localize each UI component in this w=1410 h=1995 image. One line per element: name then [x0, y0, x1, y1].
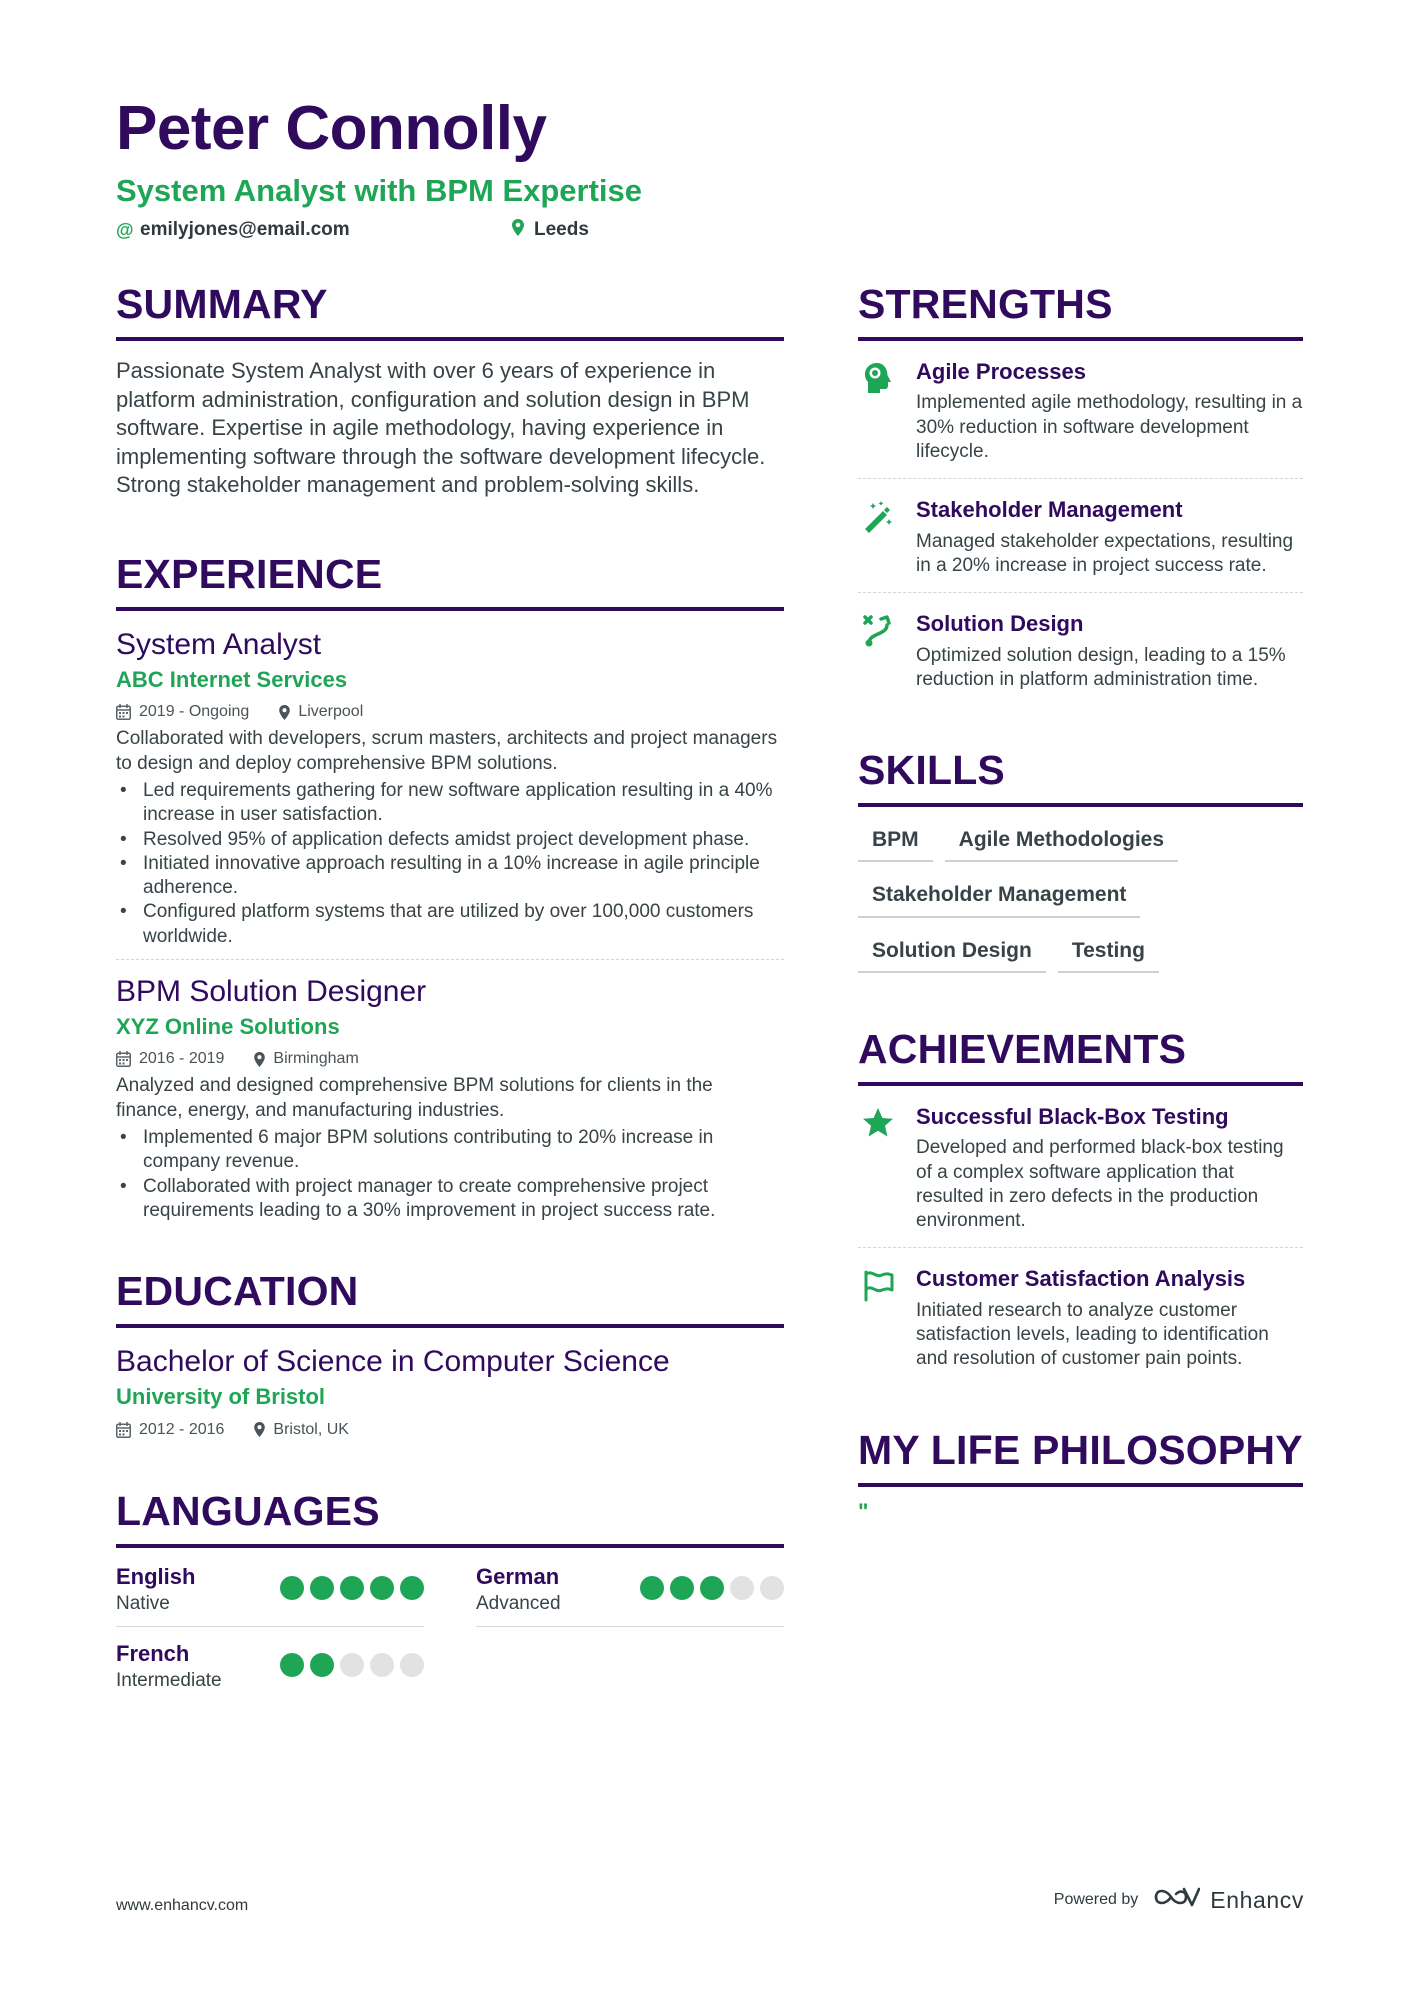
language-level: Intermediate — [116, 1670, 222, 1692]
powered-by-text: Powered by — [1053, 1891, 1139, 1908]
location-pin-icon — [279, 705, 290, 720]
education-meta — [116, 1421, 784, 1439]
achievement-title: Successful Black-Box Testing — [916, 1103, 1229, 1129]
language-name: German — [476, 1563, 560, 1589]
education-dates — [116, 1421, 224, 1439]
divider — [116, 959, 784, 960]
strength-description: Managed stakeholder expectations, resulting in a 20% increase in project success rate. — [916, 530, 1294, 576]
language-rating — [280, 1653, 424, 1677]
job-dates-text: 2016 - 2019 — [139, 1050, 225, 1068]
job-bullets — [116, 779, 784, 949]
job-bullet: • Resolved 95% of application defects amidst project development phase. — [116, 828, 784, 852]
footer-branding — [1054, 1885, 1304, 1915]
rating-dot-filled — [280, 1653, 304, 1677]
skill-tag: Testing — [1058, 934, 1159, 973]
location-pin-icon — [254, 1422, 265, 1437]
skills-list — [858, 823, 1303, 973]
philosophy-heading: MY LIFE PHILOSOPHY — [858, 1430, 1303, 1487]
achievements-heading: ACHIEVEMENTS — [858, 1029, 1303, 1086]
strength-item — [858, 479, 1303, 593]
languages-section — [116, 1487, 784, 1703]
rating-dot-filled — [640, 1576, 664, 1600]
philosophy-section — [858, 1426, 1303, 1524]
location-pin-icon — [510, 219, 526, 241]
job-bullet: • Collaborated with project manager to create comprehensive project requirements leading to a 30% improvement in project success rate. — [116, 1175, 784, 1224]
achievements-section — [858, 1025, 1303, 1386]
education-location-text: Bristol, UK — [273, 1420, 349, 1438]
route-icon — [858, 611, 898, 692]
rating-dot-filled — [700, 1576, 724, 1600]
language-name: French — [116, 1640, 190, 1666]
job-bullet: • Configured platform systems that are utilized by over 100,000 customers worldwide. — [116, 900, 784, 949]
strengths-heading: STRENGTHS — [858, 284, 1303, 341]
job-location — [279, 703, 363, 721]
education-section — [116, 1268, 784, 1438]
rating-dot-empty — [370, 1653, 394, 1677]
achievement-description: Initiated research to analyze customer satisfaction levels, leading to identification and resolution of customer pain points. — [916, 1299, 1269, 1370]
summary-heading: SUMMARY — [116, 284, 784, 341]
footer-website[interactable]: www.enhancv.com — [116, 1897, 249, 1914]
strength-item — [858, 593, 1303, 706]
calendar-icon — [116, 704, 131, 720]
email-text: emilyjones@email.com — [140, 219, 350, 240]
skill-tag: BPM — [858, 823, 933, 862]
at-icon: @ — [116, 219, 134, 240]
calendar-icon — [116, 1422, 131, 1438]
job-location — [254, 1050, 358, 1068]
skills-heading: SKILLS — [858, 750, 1303, 807]
strength-title: Solution Design — [916, 611, 1084, 637]
star-icon — [858, 1104, 898, 1234]
job-company: ABC Internet Services — [116, 666, 348, 692]
strength-description: Optimized solution design, leading to a 15% reduction in platform administration time. — [916, 644, 1286, 690]
strength-title: Stakeholder Management — [916, 497, 1183, 523]
rating-dot-filled — [370, 1576, 394, 1600]
job-description: Analyzed and designed comprehensive BPM solutions for clients in the finance, energy, and manufacturing industries. — [116, 1075, 713, 1121]
rating-dot-empty — [340, 1653, 364, 1677]
achievement-item — [858, 1248, 1303, 1385]
language-item — [476, 1564, 784, 1627]
rating-dot-empty — [760, 1576, 784, 1600]
education-degree: Bachelor of Science in Computer Science — [116, 1345, 670, 1379]
candidate-title: System Analyst with BPM Expertise — [116, 173, 643, 208]
location-pin-icon — [254, 1052, 265, 1067]
language-rating — [640, 1576, 784, 1600]
experience-entry — [116, 627, 784, 960]
rating-dot-filled — [280, 1576, 304, 1600]
skills-section — [858, 747, 1303, 973]
rating-dot-filled — [310, 1653, 334, 1677]
job-location-text: Liverpool — [298, 703, 364, 721]
education-heading: EDUCATION — [116, 1271, 784, 1328]
achievement-item — [858, 1086, 1303, 1249]
skill-tag: Solution Design — [858, 934, 1046, 973]
location-text: Leeds — [534, 219, 589, 240]
brand-text: Enhancv — [1210, 1886, 1304, 1913]
rating-dot-filled — [340, 1576, 364, 1600]
right-column — [858, 281, 1303, 1524]
language-item — [116, 1641, 424, 1703]
job-dates — [116, 1050, 224, 1068]
enhancv-logo-icon — [1154, 1885, 1200, 1915]
job-meta — [116, 703, 784, 721]
skill-tag: Agile Methodologies — [945, 823, 1178, 862]
summary-text: Passionate System Analyst with over 6 years of experience in platform administration, configuration and solution design in BPM software. Expertise in agile methodology, having experience in implementing software through the software development lifecycle. Strong stakeholder management and problem-solving skills. — [116, 358, 766, 498]
head-brain-icon — [858, 359, 898, 464]
skill-tag: Stakeholder Management — [858, 878, 1140, 917]
job-meta — [116, 1050, 784, 1068]
left-column — [116, 281, 784, 1703]
achievement-description: Developed and performed black-box testing of a complex software application that resulted in zero defects in the production environment. — [916, 1137, 1284, 1232]
job-role: BPM Solution Designer — [116, 975, 427, 1009]
education-location — [254, 1421, 349, 1439]
experience-section — [116, 550, 784, 1223]
language-name: English — [116, 1563, 196, 1589]
language-item — [116, 1564, 424, 1627]
language-level: Native — [116, 1592, 170, 1614]
job-bullet: • Implemented 6 major BPM solutions contributing to 20% increase in company revenue. — [116, 1126, 784, 1175]
strengths-section — [858, 281, 1303, 706]
job-company: XYZ Online Solutions — [116, 1014, 340, 1040]
job-dates-text: 2019 - Ongoing — [139, 703, 250, 721]
job-bullet: • Led requirements gathering for new software application resulting in a 40% increase in user satisfaction. — [116, 779, 784, 828]
rating-dot-filled — [400, 1576, 424, 1600]
rating-dot-filled — [670, 1576, 694, 1600]
achievement-title: Customer Satisfaction Analysis — [916, 1266, 1246, 1292]
language-level: Advanced — [476, 1592, 561, 1614]
calendar-icon — [116, 1051, 131, 1067]
job-location-text: Birmingham — [273, 1050, 359, 1068]
flag-icon — [858, 1266, 898, 1371]
job-bullet: • Initiated innovative approach resulting in a 10% increase in agile principle adherence. — [116, 852, 784, 901]
job-dates — [116, 703, 249, 721]
rating-dot-empty — [730, 1576, 754, 1600]
magic-wand-icon — [858, 497, 898, 578]
job-description: Collaborated with developers, scrum masters, architects and project managers to design and deploy comprehensive BPM solutions. — [116, 728, 778, 774]
job-role: System Analyst — [116, 627, 322, 661]
education-school: University of Bristol — [116, 1384, 326, 1410]
languages-heading: LANGUAGES — [116, 1491, 784, 1548]
contact-email[interactable] — [116, 219, 350, 241]
education-dates-text: 2012 - 2016 — [139, 1420, 225, 1438]
contact-location — [510, 219, 589, 241]
experience-heading: EXPERIENCE — [116, 554, 784, 611]
strength-item — [858, 341, 1303, 479]
enhancv-logo[interactable] — [1154, 1885, 1304, 1915]
experience-entry — [116, 974, 784, 1223]
language-rating — [280, 1576, 424, 1600]
strength-title: Agile Processes — [916, 359, 1086, 384]
candidate-name: Peter Connolly — [116, 94, 547, 163]
summary-section — [116, 281, 784, 500]
rating-dot-filled — [310, 1576, 334, 1600]
strength-description: Implemented agile methodology, resulting in a 30% reduction in software development lifecycle. — [916, 392, 1303, 462]
languages-list — [116, 1564, 784, 1703]
rating-dot-empty — [400, 1653, 424, 1677]
philosophy-quote: " — [858, 1498, 869, 1524]
job-bullets — [116, 1126, 784, 1223]
